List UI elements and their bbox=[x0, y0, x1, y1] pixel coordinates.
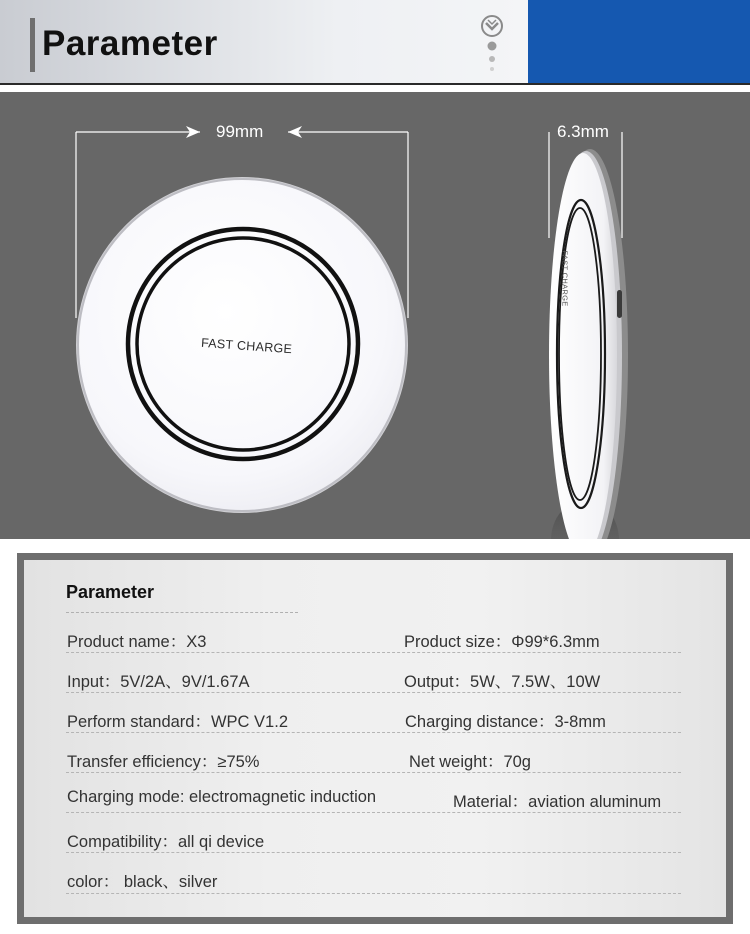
pad-print-text: FAST CHARGE bbox=[200, 335, 293, 357]
spec-input: Input：5V/2A、9V/1.67A bbox=[67, 673, 250, 691]
row-divider bbox=[66, 732, 681, 733]
spec-net-weight: Net weight：70g bbox=[409, 753, 531, 771]
spec-charging-mode: Charging mode: electromagnetic induction bbox=[67, 788, 377, 806]
page-header bbox=[0, 0, 750, 84]
spec-product-name: Product name：X3 bbox=[67, 633, 207, 651]
row-divider bbox=[66, 812, 681, 813]
product-photo bbox=[0, 92, 750, 539]
header-color-block bbox=[528, 0, 750, 84]
scroll-down-icon bbox=[478, 13, 506, 75]
header-divider bbox=[0, 83, 750, 85]
spec-color: color： black、silver bbox=[67, 873, 218, 891]
spec-output: Output：5W、7.5W、10W bbox=[404, 673, 601, 691]
row-divider bbox=[66, 652, 681, 653]
row-divider bbox=[66, 852, 681, 853]
row-divider bbox=[66, 772, 681, 773]
row-divider bbox=[66, 692, 681, 693]
title-accent-bar bbox=[30, 18, 35, 72]
spec-compatibility: Compatibility：all qi device bbox=[67, 833, 265, 851]
spec-title-divider bbox=[66, 612, 298, 613]
spec-material: Material：aviation aluminum bbox=[453, 793, 662, 811]
spec-efficiency: Transfer efficiency：≥75% bbox=[67, 753, 260, 771]
usb-port bbox=[617, 290, 622, 318]
product-illustration bbox=[0, 92, 750, 539]
thickness-label: 6.3mm bbox=[557, 122, 609, 141]
row-divider bbox=[66, 893, 681, 894]
spec-panel bbox=[24, 560, 726, 917]
side-print-text: FAST CHARGE bbox=[560, 250, 570, 307]
page-title: Parameter bbox=[42, 24, 218, 63]
width-label: 99mm bbox=[216, 122, 264, 141]
spec-standard: Perform standard：WPC V1.2 bbox=[67, 713, 288, 731]
spec-charging-distance: Charging distance：3-8mm bbox=[405, 713, 606, 731]
spec-title: Parameter bbox=[66, 582, 155, 602]
spec-product-size: Product size：Φ99*6.3mm bbox=[404, 633, 600, 651]
